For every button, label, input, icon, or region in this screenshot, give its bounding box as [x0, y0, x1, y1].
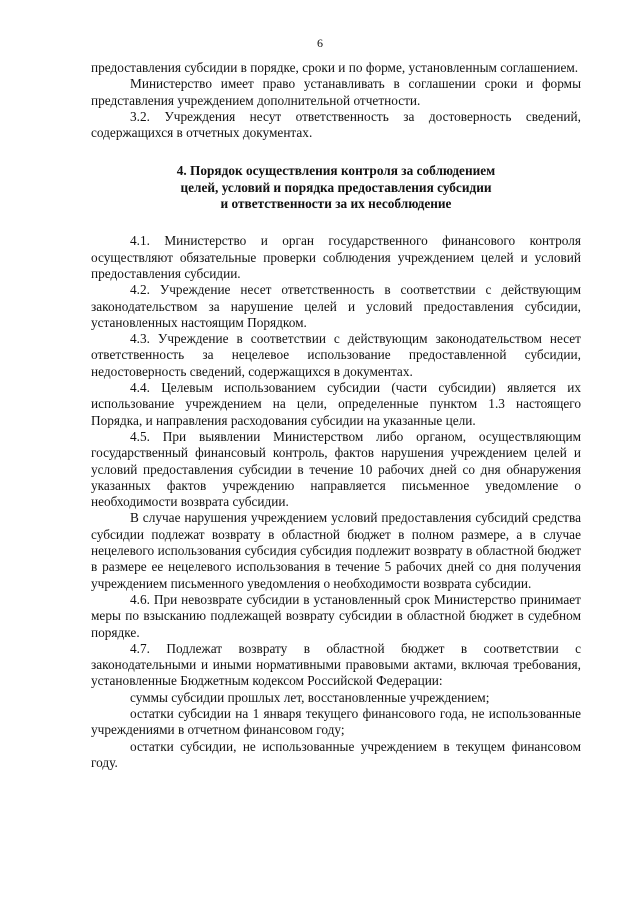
- section-heading-line: целей, условий и порядка предоставления субсидии: [180, 179, 492, 195]
- paragraph-4-7: 4.7. Подлежат возврату в областной бюджет в соответствии с законодательными и иными нормативными правовыми актами, включая требования, установленные Бюджетным кодексом Российской Федерации:: [91, 640, 581, 689]
- paragraph: 3.2. Учреждения несут ответственность за достоверность сведений, содержащихся в отчетных документах.: [91, 108, 581, 141]
- list-item: остатки субсидии на 1 января текущего финансового года, не использованные учреждениями в отчетном финансовом году;: [91, 705, 581, 738]
- list-item: остатки субсидии, не использованные учреждением в текущем финансовом году.: [91, 738, 581, 770]
- section-heading: [91, 163, 581, 212]
- paragraph-4-5: 4.5. При выявлении Министерством либо органом, осуществляющим государственный финансовый контроль, фактов нарушения учреждением целей и условий предоставления субсидии в течение 10 рабочих дней со дня обнаружения указанных фактов учреждению направляется письменное уведомление о необходимости возврата субсидии.: [91, 428, 581, 510]
- page-number: 6: [317, 36, 323, 50]
- paragraph-4-3: 4.3. Учреждение в соответствии с действующим законодательством несет ответственность за нецелевое использование предоставленной субсидии, недостоверность сведений, содержащихся в документах.: [91, 331, 581, 379]
- paragraph-4-4: 4.4. Целевым использованием субсидии (части субсидии) является их использование учреждением на цели, определенные пунктом 1.3 настоящего Порядка, и направления расходования субсидии на указанные цели.: [91, 380, 581, 428]
- paragraph-4-2: 4.2. Учреждение несет ответственность в соответствии с действующим законодательством за нарушение целей и условий предоставления субсидии, установленных настоящим Порядком.: [91, 282, 581, 330]
- paragraph: Министерство имеет право устанавливать в соглашении сроки и формы представления учреждением дополнительной отчетности.: [91, 76, 581, 108]
- document-body: [91, 60, 581, 771]
- paragraph-4-6: 4.6. При невозврате субсидии в установленный срок Министерство принимает меры по взысканию подлежащей возврату субсидии в областной бюджет в судебном порядке.: [91, 591, 581, 640]
- paragraph-violation: В случае нарушения учреждением условий предоставления субсидий средства субсидии подлежат возврату в областной бюджет в полном размере, а в случае нецелевого использования субсидия субсидия подлежит возврату в областной бюджет в размере ее нецелевого использования в течение 5 рабочих дней со дня получения учреждением письменного уведомления о необходимости возврата субсидии.: [91, 510, 581, 591]
- section-heading-line: 4. Порядок осуществления контроля за соблюдением: [176, 163, 496, 179]
- section-heading-line: и ответственности за их несоблюдение: [220, 196, 452, 212]
- paragraph: предоставления субсидии в порядке, сроки и по форме, установленным соглашением.: [91, 60, 579, 75]
- list-item: суммы субсидии прошлых лет, восстановленные учреждением;: [130, 689, 490, 705]
- paragraph-4-1: 4.1. Министерство и орган государственного финансового контроля осуществляют обязательные проверки соблюдения учреждением целей и условий предоставления субсидии.: [91, 233, 581, 281]
